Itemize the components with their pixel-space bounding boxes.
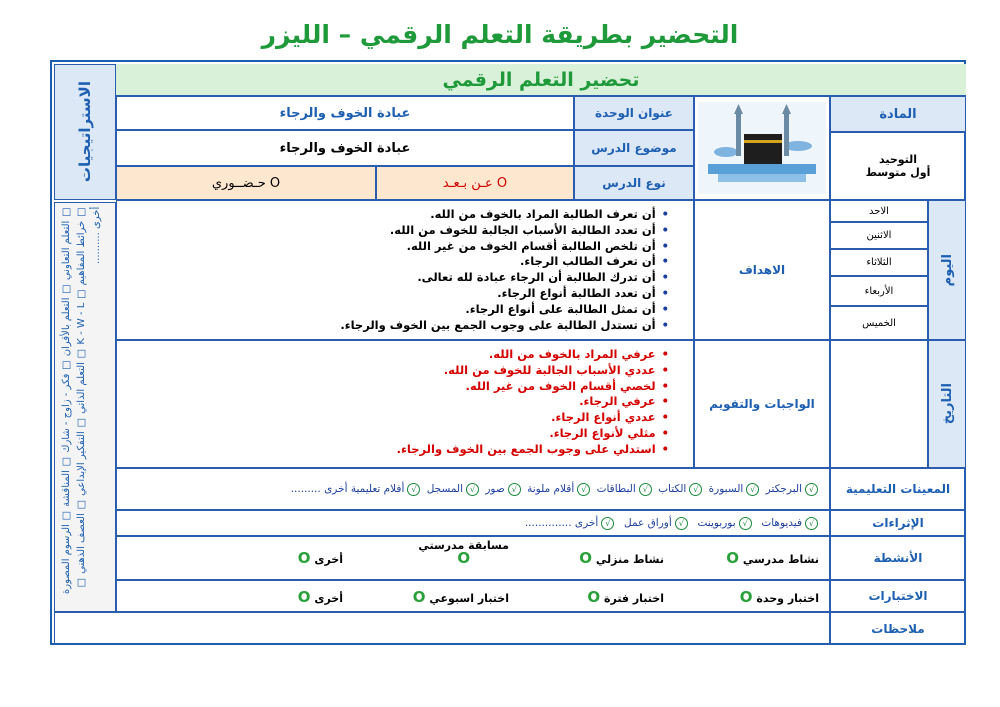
assessment-item: • استدلي على وجوب الجمع بين الخوف والرجاء. bbox=[117, 442, 669, 458]
check-icon[interactable]: √ bbox=[689, 483, 702, 496]
activity-other[interactable]: أخرى O bbox=[297, 549, 343, 567]
aids-label: المعينات التعليمية bbox=[830, 468, 966, 510]
check-icon[interactable]: √ bbox=[675, 517, 688, 530]
enrichment-item: بوربوينت bbox=[697, 517, 736, 529]
strategies-list-cell bbox=[54, 202, 116, 612]
grade-value: أول متوسط bbox=[865, 166, 931, 179]
aid-item: أفلام تعليمية bbox=[350, 483, 405, 495]
aid-item: البرجكتر bbox=[765, 483, 802, 495]
activities-cell bbox=[116, 536, 830, 580]
strategies-label: الاستراتيجيات bbox=[76, 81, 94, 183]
subject-value: التوحيد bbox=[878, 153, 918, 166]
date-label: التاريخ bbox=[939, 383, 955, 425]
activities-label: الأنشطة bbox=[830, 536, 966, 580]
test-term[interactable]: اختبار فترة O bbox=[587, 588, 664, 606]
enrichment-cell bbox=[116, 510, 830, 536]
aid-item: البطاقات bbox=[596, 483, 636, 495]
objective-item: • أن تعدد الطالبة الأسباب الجالبة للخوف من الله. bbox=[117, 223, 669, 239]
day-monday: الاثنين bbox=[830, 222, 928, 249]
assessment-item: • مثلي لأنواع الرجاء. bbox=[117, 426, 669, 442]
aid-item: الكتاب bbox=[658, 483, 687, 495]
lesson-type-presence[interactable]: حـضــوري O bbox=[116, 166, 376, 200]
page-title: التحضير بطريقة التعلم الرقمي – الليزر bbox=[261, 20, 739, 49]
lesson-label: موضوع الدرس bbox=[574, 130, 694, 166]
objective-item: • أن تعدد الطالبة أنواع الرجاء. bbox=[117, 286, 669, 302]
check-icon[interactable]: √ bbox=[466, 483, 479, 496]
unit-label: عنوان الوحدة bbox=[574, 96, 694, 130]
check-icon[interactable]: √ bbox=[407, 483, 420, 496]
objectives-list bbox=[117, 207, 669, 333]
strategies-list: □ التعلم التعاوني □ التعلم بالأقران □ فكر - زاوج - شارك □ المناقشة □ الرسوم المصورة □ خرائط المفاهيم □ K - W - L □ التعلم الذاتي □ التفكير الإبداعي □ العصف الذهني □ أخرى .......... bbox=[61, 207, 102, 595]
assessment-label: الواجبات والتقويم bbox=[694, 340, 830, 468]
day-label: اليوم bbox=[939, 253, 955, 287]
header-banner: تحضير التعلم الرقمي bbox=[116, 64, 966, 96]
enrichment-item: فيديوهات bbox=[761, 517, 802, 529]
aid-other: أخرى ......... bbox=[290, 483, 348, 495]
assessment-item: • عرفي الرجاء. bbox=[117, 394, 669, 410]
lesson-type-label: نوع الدرس bbox=[574, 166, 694, 200]
aid-item: أقلام ملونة bbox=[527, 483, 575, 495]
check-icon[interactable]: √ bbox=[639, 483, 652, 496]
objectives-label: الاهداف bbox=[694, 200, 830, 340]
aid-item: المسجل bbox=[426, 483, 464, 495]
aid-item: السبورة bbox=[708, 483, 744, 495]
day-label-cell bbox=[928, 200, 966, 340]
lesson-value: عبادة الخوف والرجاء bbox=[116, 130, 574, 166]
objective-item: • أن تمثل الطالبة على أنواع الرجاء. bbox=[117, 302, 669, 318]
test-unit[interactable]: اختبار وحدة O bbox=[739, 588, 819, 606]
objective-item: • أن تلخص الطالبة أقسام الخوف من غير الله. bbox=[117, 239, 669, 255]
day-thursday: الخميس bbox=[830, 306, 928, 340]
check-icon[interactable]: √ bbox=[601, 517, 614, 530]
subject-value-cell bbox=[830, 132, 966, 200]
lesson-plan-frame bbox=[50, 60, 966, 645]
enrichment-item: أوراق عمل bbox=[624, 517, 672, 529]
tests-label: الاختبارات bbox=[830, 580, 966, 612]
unit-value: عبادة الخوف والرجاء bbox=[116, 96, 574, 130]
date-value-cell bbox=[830, 340, 928, 468]
date-label-cell bbox=[928, 340, 966, 468]
objective-item: • أن تستدل الطالبة على وجوب الجمع بين الخوف والرجاء. bbox=[117, 318, 669, 334]
image-cell bbox=[694, 96, 830, 200]
check-icon[interactable]: √ bbox=[739, 517, 752, 530]
enrichment-dots: .............. bbox=[524, 517, 572, 529]
lesson-type-remote[interactable]: عـن بـعـد O bbox=[376, 166, 574, 200]
assessment-list bbox=[117, 347, 669, 458]
assessment-item: • لخصي أقسام الخوف من غير الله. bbox=[117, 379, 669, 395]
check-icon[interactable]: √ bbox=[805, 483, 818, 496]
check-icon[interactable]: √ bbox=[577, 483, 590, 496]
kaaba-image bbox=[698, 102, 826, 194]
assessment-item: • عددي أنواع الرجاء. bbox=[117, 410, 669, 426]
enrichment-label: الإثراءات bbox=[830, 510, 966, 536]
tests-cell bbox=[116, 580, 830, 612]
activity-competition[interactable]: مسابقة مدرستي O bbox=[418, 539, 509, 567]
day-tuesday: الثلاثاء bbox=[830, 249, 928, 276]
objective-item: • أن تدرك الطالبة أن الرجاء عبادة لله تعالى. bbox=[117, 270, 669, 286]
assessment-item: • عرفي المراد بالخوف من الله. bbox=[117, 347, 669, 363]
enrichment-item: أخرى bbox=[574, 517, 599, 529]
objectives-cell bbox=[116, 200, 694, 340]
day-sunday: الاحد bbox=[830, 200, 928, 222]
assessment-cell bbox=[116, 340, 694, 468]
notes-label: ملاحظات bbox=[830, 612, 966, 645]
assessment-item: • عددي الأسباب الجالبة للخوف من الله. bbox=[117, 363, 669, 379]
check-icon[interactable]: √ bbox=[508, 483, 521, 496]
check-icon[interactable]: √ bbox=[805, 517, 818, 530]
test-other[interactable]: أخرى O bbox=[297, 588, 343, 606]
activity-school[interactable]: نشاط مدرسي O bbox=[726, 549, 819, 567]
activity-home[interactable]: نشاط منزلي O bbox=[579, 549, 664, 567]
subject-label: المادة bbox=[830, 96, 966, 132]
objective-item: • أن تعرف الطالب الرجاء. bbox=[117, 254, 669, 270]
day-wednesday: الأربعاء bbox=[830, 276, 928, 306]
test-weekly[interactable]: اختبار اسبوعي O bbox=[412, 588, 509, 606]
objective-item: • أن تعرف الطالبة المراد بالخوف من الله. bbox=[117, 207, 669, 223]
aids-cell bbox=[116, 468, 830, 510]
check-icon[interactable]: √ bbox=[746, 483, 759, 496]
strategies-header-cell bbox=[54, 64, 116, 200]
aid-item: صور bbox=[485, 483, 505, 495]
notes-field[interactable] bbox=[54, 612, 830, 645]
